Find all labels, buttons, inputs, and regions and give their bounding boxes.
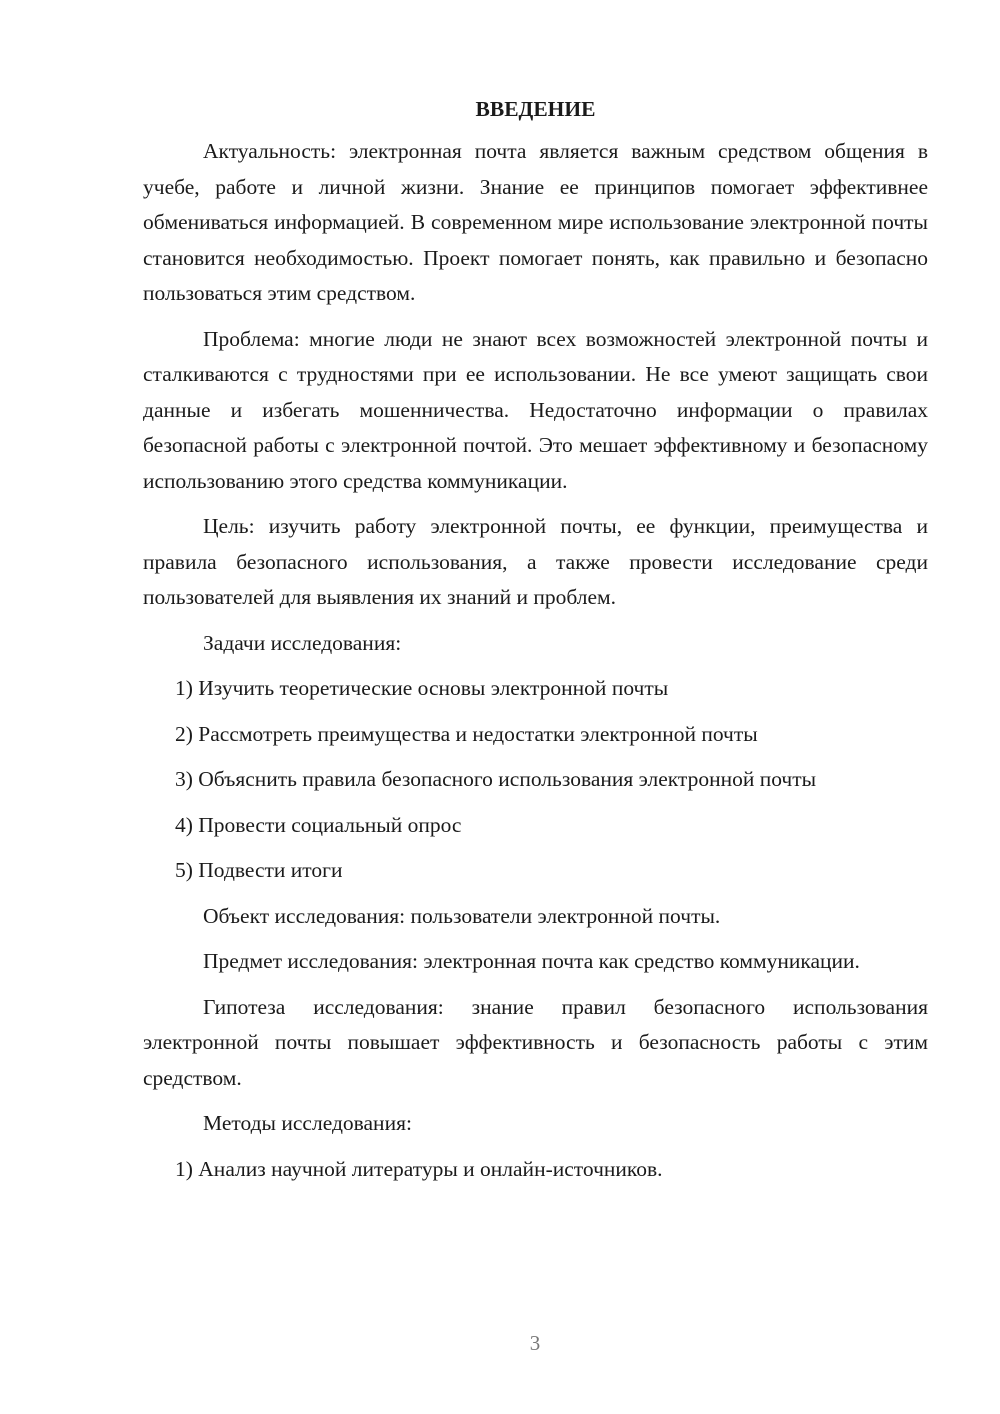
subject-paragraph: Предмет исследования: электронная почта как средство коммуникации. <box>203 949 860 973</box>
page-number: 3 <box>529 1331 541 1355</box>
document-title: ВВЕДЕНИЕ <box>475 97 596 121</box>
task-item: 4) Провести социальный опрос <box>175 812 462 837</box>
tasks-heading: Задачи исследования: <box>203 630 402 655</box>
method-item: 1) Анализ научной литературы и онлайн-источников. <box>175 1156 663 1181</box>
task-item: 1) Изучить теоретические основы электронной почты <box>175 676 669 700</box>
relevance-paragraph: Актуальность: электронная почта является важным средством общения в учебе, работе и личной жизни. Знание ее принципов помогает эффективнее обмениваться информацией. В современном мире использование электронной почты становится необходимостью. Проект помогает понять, как правильно и безопасно пользоваться этим средством. <box>143 139 928 305</box>
task-item: 5) Подвести итоги <box>175 858 343 882</box>
task-item: 2) Рассмотреть преимущества и недостатки электронной почты <box>175 721 758 746</box>
document-page <box>143 92 928 1197</box>
goal-paragraph: Цель: изучить работу электронной почты, ее функции, преимущества и правила безопасного использования, а также провести исследование среди пользователей для выявления их знаний и проблем. <box>143 514 928 609</box>
tasks-list <box>143 671 928 889</box>
task-item: 3) Объяснить правила безопасного использования электронной почты <box>175 767 817 791</box>
methods-list <box>143 1152 928 1188</box>
hypothesis-paragraph: Гипотеза исследования: знание правил безопасного использования электронной почты повышает эффективность и безопасность работы с этим средством. <box>143 994 928 1090</box>
methods-heading: Методы исследования: <box>203 1111 412 1135</box>
problem-paragraph: Проблема: многие люди не знают всех возможностей электронной почты и сталкиваются с трудностями при ее использовании. Не все умеют защищать свои данные и избегать мошенничества. Недостаточно информации о правилах безопасной работы с электронной почтой. Это мешает эффективному и безопасному использованию этого средства коммуникации. <box>143 326 928 493</box>
object-paragraph: Объект исследования: пользователи электронной почты. <box>203 903 721 928</box>
